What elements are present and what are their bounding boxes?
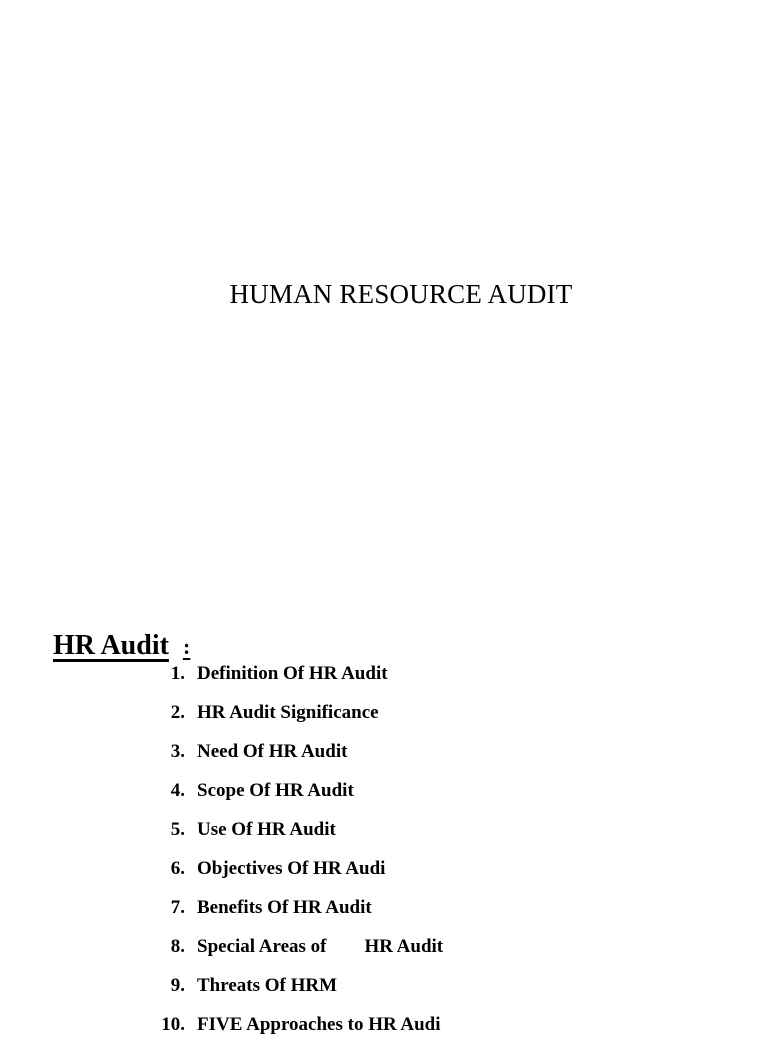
document-title: HUMAN RESOURCE AUDIT: [229, 279, 573, 309]
list-item-label: Special Areas of HR Audit: [197, 936, 444, 957]
list-item-number: 9.: [170, 975, 185, 996]
list-item-label: Benefits Of HR Audit: [197, 897, 372, 918]
list-item-label: FIVE Approaches to HR Audi: [197, 1014, 441, 1035]
section-heading: [53, 630, 190, 662]
list-item-number: 3.: [170, 741, 185, 762]
list-item-number: 6.: [170, 858, 185, 879]
list-item-label: Use Of HR Audit: [197, 819, 336, 840]
list-item-number: 4.: [170, 780, 185, 801]
list-item-number: 5.: [170, 819, 185, 840]
list-item-label: Scope Of HR Audit: [197, 780, 354, 801]
section-heading-colon: :: [182, 634, 191, 659]
list-item-number: 1.: [170, 663, 185, 684]
list-item-label: Threats Of HRM: [197, 975, 338, 996]
section-heading-text: HR Audit: [53, 630, 169, 661]
list-item-number: 10.: [161, 1014, 185, 1035]
list-item-number: 8.: [170, 936, 185, 957]
list-item-label: HR Audit Significance: [197, 702, 379, 723]
list-item-label: Need Of HR Audit: [197, 741, 348, 762]
list-item-label: Objectives Of HR Audi: [197, 858, 386, 879]
list-item-number: 2.: [170, 702, 185, 723]
list-item-label: Definition Of HR Audit: [197, 663, 388, 684]
list-item-number: 7.: [170, 897, 185, 918]
